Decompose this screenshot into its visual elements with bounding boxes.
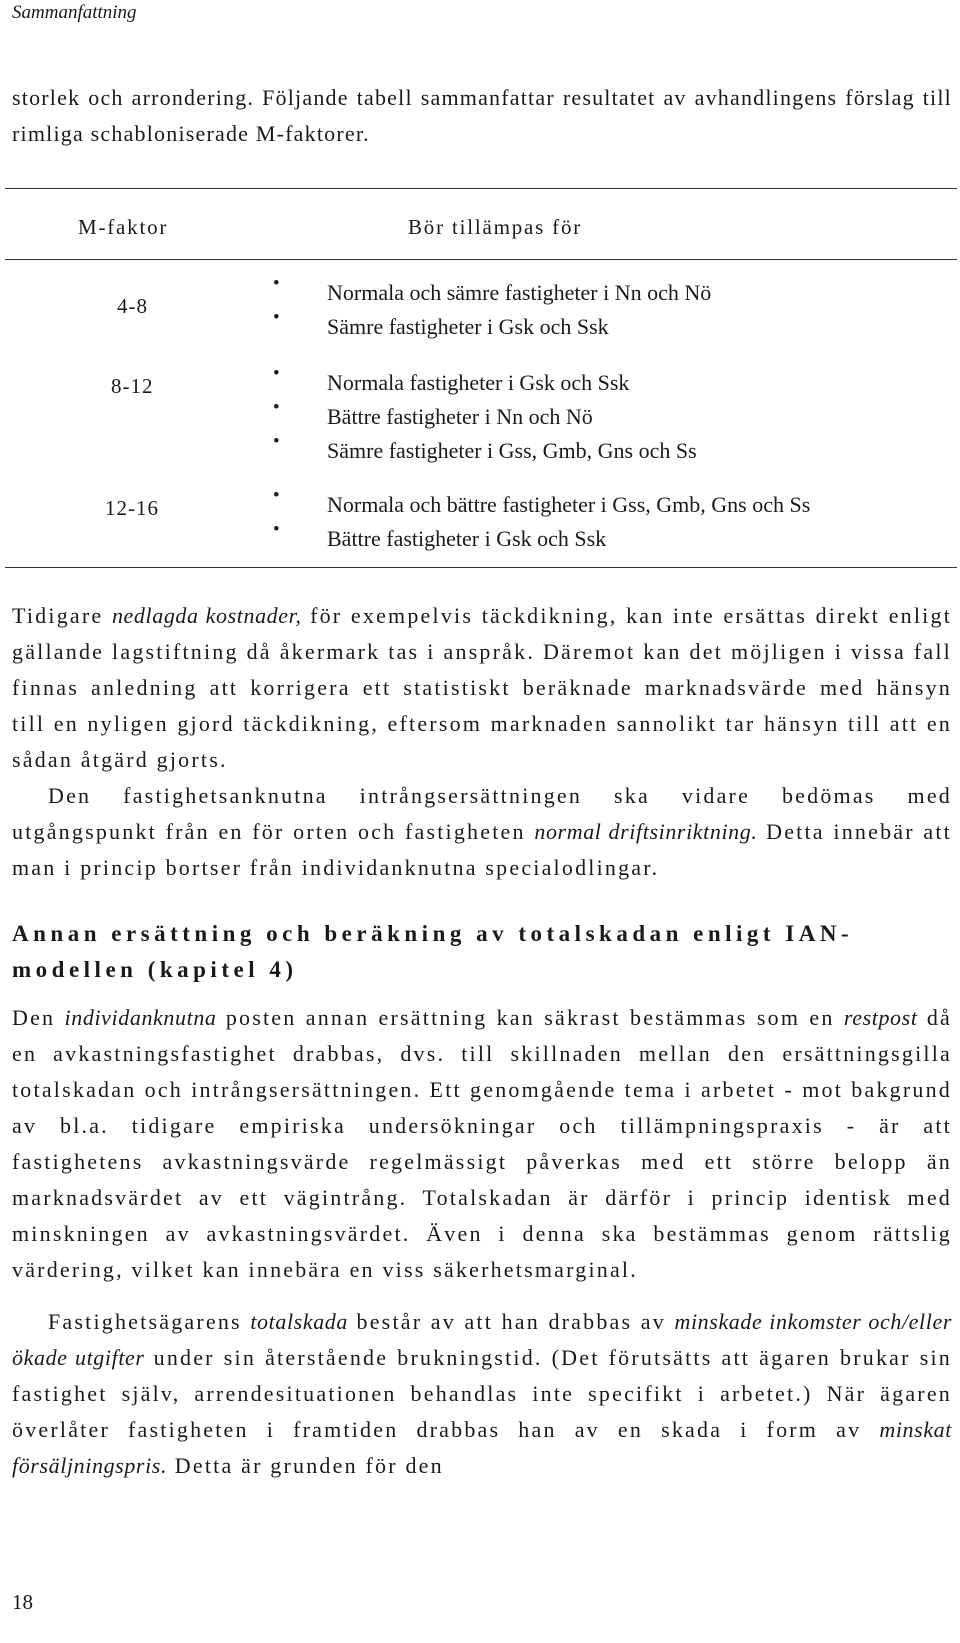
text-run: Detta är grunden för den <box>167 1453 444 1478</box>
column-header-m-faktor: M-faktor <box>78 215 169 239</box>
text-run: då en avkastningsfastighet drabbas, dvs. till skillnaden mellan den ersättningsgilla totalskadan och intrångsersättningen. Ett genomgående tema i arbetet - mot bakgrund av bl.a. tidigare empiriska undersökningar och tillämpningspraxis - är att fastighetens avkastningsvärde regelmässigt påverkas med ett större belopp än marknadsvärdet av ett vägintrång. Totalskadan är därför i princip identisk med minskningen av avkastningsvärdet. Även i denna ska bestämmas genom rättslig värdering, vilket kan innebära en viss säkerhetsmarginal. <box>12 1005 952 1282</box>
table-row <box>5 366 957 488</box>
table-row <box>5 488 957 567</box>
list-item: • Normala och bättre fastigheter i Gss, Gmb, Gns och Ss <box>327 488 957 522</box>
m-factor-table <box>5 188 957 568</box>
emphasis-text: minskade inkomster och/eller ökade utgifter <box>12 1309 952 1370</box>
section-heading: Annan ersättning och beräkning av totalskadan enligt IAN-modellen (kapitel 4) <box>12 921 854 982</box>
text-run: Detta innebär att man i princip bortser från individanknutna specialodlingar. <box>12 819 952 880</box>
table-row <box>5 260 957 366</box>
text-run: för exempelvis täckdikning, kan inte ersättas direkt enligt gällande lagstiftning då åkermark tas i anspråk. Däremot kan det möjligen i vissa fall finnas anledning att korrigera ett statistiskt beräknade marknadsvärde med hänsyn till en nyligen gjord täckdikning, eftersom marknaden sannolikt tar hänsyn till att en sådan åtgärd gjorts. <box>12 603 953 772</box>
list-item: • Bättre fastigheter i Gsk och Ssk <box>327 522 957 556</box>
emphasis-text: individanknutna <box>64 1005 217 1030</box>
paragraph-total-damage <box>12 1304 952 1484</box>
paragraph-earlier-costs <box>12 598 952 778</box>
text-run: består av att han drabbas av <box>348 1309 675 1334</box>
text-run: posten annan ersättning kan säkrast bestämmas som en <box>216 1005 844 1030</box>
emphasis-text: normal driftsinriktning. <box>534 819 758 844</box>
intro-paragraph: storlek och arrondering. Följande tabell sammanfattar resultatet av avhandlingens förslag till rimliga schabloniserade M-faktorer. <box>12 85 952 146</box>
list-item: • Normala fastigheter i Gsk och Ssk <box>327 366 957 400</box>
table-header <box>5 189 957 260</box>
emphasis-text: restpost <box>843 1005 918 1030</box>
list-item: • Sämre fastigheter i Gsk och Ssk <box>327 310 957 344</box>
m-factor-range: 8-12 <box>111 374 154 398</box>
emphasis-text: nedlagda kostnader, <box>111 603 302 628</box>
list-item: • Normala och sämre fastigheter i Nn och Nö <box>327 276 957 310</box>
column-header-application: Bör tillämpas för <box>408 215 583 239</box>
m-factor-range: 12-16 <box>105 496 159 520</box>
list-item: • Bättre fastigheter i Nn och Nö <box>327 400 957 434</box>
running-header: Sammanfattning <box>12 2 137 23</box>
emphasis-text: minskat försäljningspris. <box>12 1417 952 1478</box>
emphasis-text: totalskada <box>250 1309 348 1334</box>
list-item: • Sämre fastigheter i Gss, Gmb, Gns och Ss <box>327 434 957 468</box>
text-run: Fastighetsägarens <box>48 1309 251 1334</box>
text-run: under sin återstående brukningstid. (Det förutsätts att ägaren brukar sin fastighet själv, arrendesituationen behandlas inte specifikt i arbetet.) När ägaren överlåter fastigheten i framtiden drabbas han av en skada i form av <box>12 1345 952 1442</box>
text-run: Den fastighetsanknutna intrångsersättningen ska vidare bedömas med utgångspunkt från en för orten och fastigheten <box>12 783 952 844</box>
m-factor-range: 4-8 <box>117 294 148 318</box>
text-run: Tidigare <box>12 603 112 628</box>
page-number: 18 <box>12 1590 33 1614</box>
paragraph-property-compensation <box>12 778 952 886</box>
paragraph-other-compensation <box>12 1000 952 1288</box>
text-run: Den <box>12 1005 65 1030</box>
